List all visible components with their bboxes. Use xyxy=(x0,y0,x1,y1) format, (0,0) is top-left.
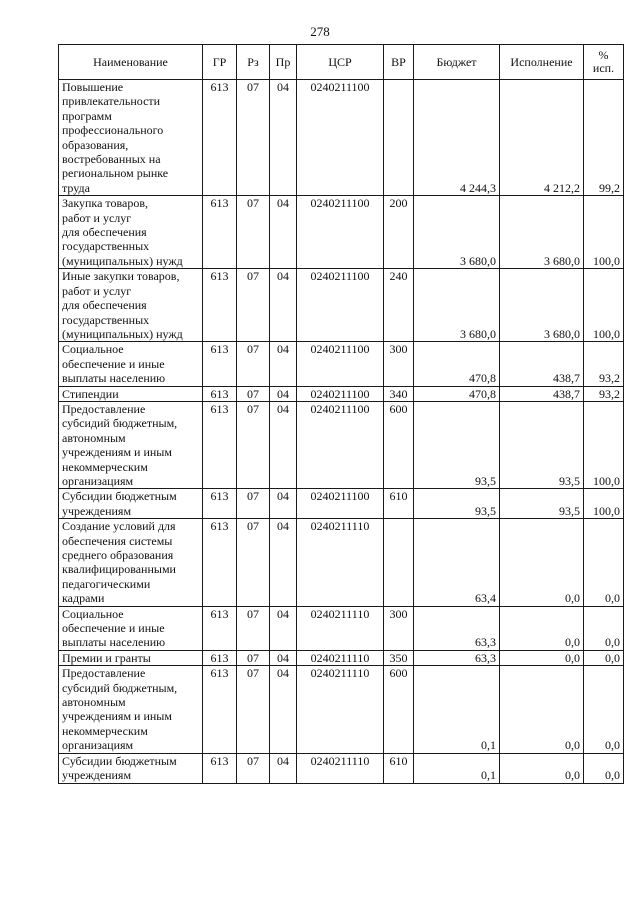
name-line: учреждениям и иным xyxy=(62,709,172,724)
cell-rz: 07 xyxy=(237,753,270,783)
cell-rz: 07 xyxy=(237,606,270,650)
cell-rz: 07 xyxy=(237,196,270,269)
name-line: работ и услуг xyxy=(62,283,132,298)
cell-gr: 613 xyxy=(203,650,237,665)
cell-name xyxy=(59,489,203,519)
name-line: образования, xyxy=(62,137,129,152)
cell-name xyxy=(59,519,203,606)
table-row xyxy=(59,666,624,753)
cell-percent: 0,0 xyxy=(584,606,624,650)
name-line: педагогическими xyxy=(62,576,151,591)
cell-name xyxy=(59,401,203,488)
cell-budget: 93,5 xyxy=(414,489,500,519)
name-line: государственных xyxy=(62,239,150,254)
name-line: государственных xyxy=(62,312,150,327)
name-line: кадрами xyxy=(62,591,105,606)
name-line: обеспечение и иные xyxy=(62,356,165,371)
name-line: Субсидии бюджетным xyxy=(62,753,177,768)
header-execution: Исполнение xyxy=(500,45,584,80)
cell-budget: 470,8 xyxy=(414,386,500,401)
cell-gr: 613 xyxy=(203,666,237,753)
name-line: Закупка товаров, xyxy=(62,196,148,211)
cell-vr: 610 xyxy=(384,753,414,783)
cell-budget: 63,3 xyxy=(414,650,500,665)
cell-vr: 340 xyxy=(384,386,414,401)
header-csr: ЦСР xyxy=(297,45,384,80)
cell-gr: 613 xyxy=(203,386,237,401)
cell-gr: 613 xyxy=(203,606,237,650)
cell-csr: 0240211100 xyxy=(297,489,384,519)
cell-name xyxy=(59,196,203,269)
header-percent-label: исп. xyxy=(592,61,615,75)
header-gr: ГР xyxy=(203,45,237,80)
cell-pr: 04 xyxy=(270,753,297,783)
cell-pr: 04 xyxy=(270,650,297,665)
cell-gr: 613 xyxy=(203,753,237,783)
name-line: Предоставление xyxy=(62,401,146,416)
cell-budget: 0,1 xyxy=(414,666,500,753)
cell-vr xyxy=(384,519,414,606)
name-line: автономным xyxy=(62,695,126,710)
cell-pr: 04 xyxy=(270,386,297,401)
name-line: обеспечения системы xyxy=(62,533,173,548)
cell-pr: 04 xyxy=(270,269,297,342)
cell-execution: 3 680,0 xyxy=(500,196,584,269)
cell-rz: 07 xyxy=(237,80,270,196)
name-line: выплаты населению xyxy=(62,635,166,650)
cell-percent: 0,0 xyxy=(584,753,624,783)
cell-name xyxy=(59,650,203,665)
table-row xyxy=(59,401,624,488)
table-row xyxy=(59,606,624,650)
cell-csr: 0240211110 xyxy=(297,519,384,606)
cell-budget: 470,8 xyxy=(414,342,500,386)
name-line: организациям xyxy=(62,473,134,488)
cell-name xyxy=(59,342,203,386)
cell-csr: 0240211110 xyxy=(297,606,384,650)
table-row xyxy=(59,386,624,401)
name-line: субсидий бюджетным, xyxy=(62,416,178,431)
cell-gr: 613 xyxy=(203,401,237,488)
cell-rz: 07 xyxy=(237,386,270,401)
table-row xyxy=(59,753,624,783)
cell-execution: 0,0 xyxy=(500,666,584,753)
name-line: Иные закупки товаров, xyxy=(62,269,180,284)
table-row xyxy=(59,342,624,386)
cell-percent: 0,0 xyxy=(584,519,624,606)
header-row xyxy=(59,45,624,80)
cell-percent: 100,0 xyxy=(584,489,624,519)
cell-rz: 07 xyxy=(237,401,270,488)
cell-percent: 93,2 xyxy=(584,386,624,401)
cell-vr: 300 xyxy=(384,342,414,386)
cell-pr: 04 xyxy=(270,519,297,606)
cell-vr: 240 xyxy=(384,269,414,342)
cell-execution: 93,5 xyxy=(500,401,584,488)
cell-execution: 0,0 xyxy=(500,753,584,783)
name-line: учреждениям xyxy=(62,503,132,518)
cell-pr: 04 xyxy=(270,342,297,386)
name-line: квалифицированными xyxy=(62,562,176,577)
cell-gr: 613 xyxy=(203,196,237,269)
cell-rz: 07 xyxy=(237,342,270,386)
cell-budget: 93,5 xyxy=(414,401,500,488)
name-line: Стипендии xyxy=(62,386,119,401)
name-line: учреждениям xyxy=(62,768,132,783)
cell-name xyxy=(59,666,203,753)
cell-csr: 0240211100 xyxy=(297,196,384,269)
budget-table xyxy=(58,44,624,784)
cell-vr: 200 xyxy=(384,196,414,269)
name-line: труда xyxy=(62,180,90,195)
name-line: выплаты населению xyxy=(62,371,166,386)
cell-percent: 100,0 xyxy=(584,401,624,488)
name-line: программ xyxy=(62,108,112,123)
name-line: Повышение xyxy=(62,80,124,94)
name-line: Предоставление xyxy=(62,666,146,681)
cell-name xyxy=(59,269,203,342)
cell-execution: 0,0 xyxy=(500,519,584,606)
cell-csr: 0240211100 xyxy=(297,386,384,401)
name-line: привлекательности xyxy=(62,94,161,109)
table-row xyxy=(59,519,624,606)
cell-percent: 0,0 xyxy=(584,666,624,753)
cell-execution: 0,0 xyxy=(500,650,584,665)
cell-rz: 07 xyxy=(237,519,270,606)
name-line: региональном рынке xyxy=(62,166,169,181)
cell-execution: 0,0 xyxy=(500,606,584,650)
cell-vr: 350 xyxy=(384,650,414,665)
name-line: организациям xyxy=(62,738,134,753)
cell-csr: 0240211100 xyxy=(297,80,384,196)
name-line: Премии и гранты xyxy=(62,650,151,665)
cell-gr: 613 xyxy=(203,80,237,196)
cell-vr: 300 xyxy=(384,606,414,650)
cell-rz: 07 xyxy=(237,489,270,519)
cell-pr: 04 xyxy=(270,196,297,269)
name-line: учреждениям и иным xyxy=(62,445,172,460)
cell-execution: 438,7 xyxy=(500,386,584,401)
header-percent-symbol: % xyxy=(598,48,609,62)
name-line: востребованных на xyxy=(62,152,161,167)
cell-rz: 07 xyxy=(237,650,270,665)
cell-percent: 99,2 xyxy=(584,80,624,196)
table-row xyxy=(59,196,624,269)
name-line: автономным xyxy=(62,430,126,445)
cell-vr: 600 xyxy=(384,401,414,488)
table-row xyxy=(59,269,624,342)
header-name: Наименование xyxy=(59,45,203,80)
name-line: Социальное xyxy=(62,342,124,357)
name-line: некоммерческим xyxy=(62,459,148,474)
cell-budget: 4 244,3 xyxy=(414,80,500,196)
cell-csr: 0240211100 xyxy=(297,401,384,488)
header-vr: ВР xyxy=(384,45,414,80)
cell-vr: 600 xyxy=(384,666,414,753)
cell-name xyxy=(59,753,203,783)
cell-name xyxy=(59,80,203,196)
cell-vr xyxy=(384,80,414,196)
name-line: работ и услуг xyxy=(62,210,132,225)
cell-csr: 0240211100 xyxy=(297,269,384,342)
name-line: (муниципальных) нужд xyxy=(62,326,183,341)
name-line: для обеспечения xyxy=(62,298,147,313)
cell-rz: 07 xyxy=(237,666,270,753)
cell-gr: 613 xyxy=(203,342,237,386)
name-line: для обеспечения xyxy=(62,225,147,240)
cell-name xyxy=(59,606,203,650)
header-budget: Бюджет xyxy=(414,45,500,80)
name-line: Субсидии бюджетным xyxy=(62,489,177,504)
name-line: Создание условий для xyxy=(62,519,176,534)
table-row xyxy=(59,650,624,665)
cell-percent: 93,2 xyxy=(584,342,624,386)
cell-gr: 613 xyxy=(203,269,237,342)
cell-pr: 04 xyxy=(270,489,297,519)
cell-pr: 04 xyxy=(270,606,297,650)
cell-pr: 04 xyxy=(270,666,297,753)
cell-execution: 93,5 xyxy=(500,489,584,519)
name-line: некоммерческим xyxy=(62,723,148,738)
cell-execution: 4 212,2 xyxy=(500,80,584,196)
name-line: Социальное xyxy=(62,606,124,621)
cell-percent: 0,0 xyxy=(584,650,624,665)
cell-execution: 3 680,0 xyxy=(500,269,584,342)
cell-budget: 3 680,0 xyxy=(414,269,500,342)
page-number: 278 xyxy=(310,24,330,39)
cell-budget: 3 680,0 xyxy=(414,196,500,269)
header-rz: Рз xyxy=(237,45,270,80)
cell-name xyxy=(59,386,203,401)
name-line: (муниципальных) нужд xyxy=(62,253,183,268)
cell-gr: 613 xyxy=(203,489,237,519)
cell-budget: 63,3 xyxy=(414,606,500,650)
name-line: субсидий бюджетным, xyxy=(62,680,178,695)
cell-pr: 04 xyxy=(270,80,297,196)
name-line: обеспечение и иные xyxy=(62,621,165,636)
cell-csr: 0240211110 xyxy=(297,666,384,753)
cell-vr: 610 xyxy=(384,489,414,519)
cell-rz: 07 xyxy=(237,269,270,342)
cell-budget: 0,1 xyxy=(414,753,500,783)
cell-csr: 0240211110 xyxy=(297,650,384,665)
cell-csr: 0240211110 xyxy=(297,753,384,783)
cell-budget: 63,4 xyxy=(414,519,500,606)
name-line: среднего образования xyxy=(62,548,174,562)
cell-percent: 100,0 xyxy=(584,196,624,269)
name-line: профессионального xyxy=(62,123,164,138)
cell-gr: 613 xyxy=(203,519,237,606)
cell-csr: 0240211100 xyxy=(297,342,384,386)
cell-percent: 100,0 xyxy=(584,269,624,342)
table-row xyxy=(59,80,624,196)
cell-execution: 438,7 xyxy=(500,342,584,386)
header-percent xyxy=(584,45,624,80)
header-pr: Пр xyxy=(270,45,297,80)
cell-pr: 04 xyxy=(270,401,297,488)
table-row xyxy=(59,489,624,519)
